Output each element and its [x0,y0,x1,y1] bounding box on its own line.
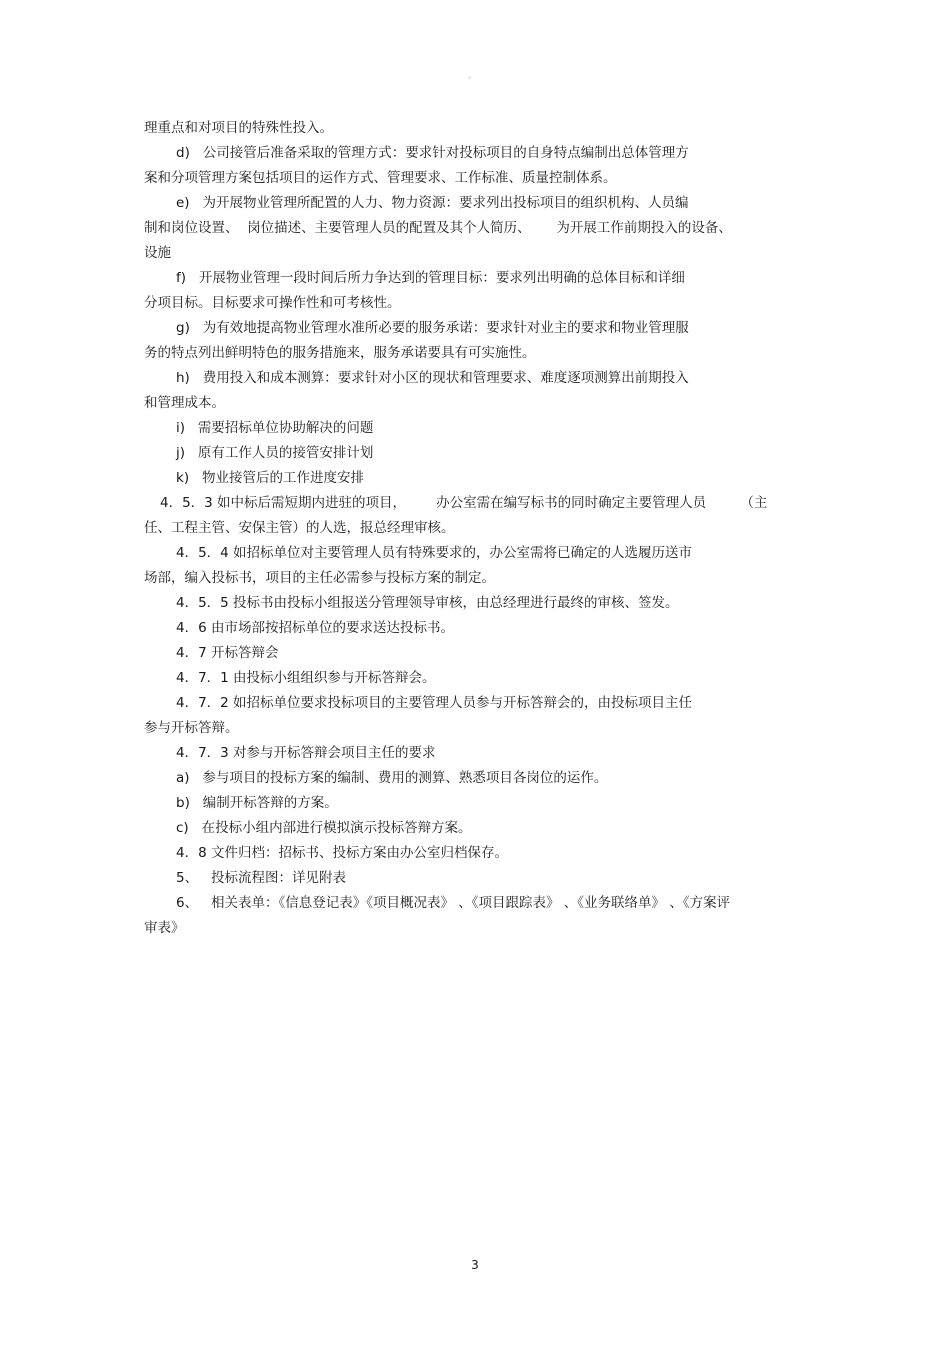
text-line: 务的特点列出鲜明特色的服务措施来，服务承诺要具有可实施性。 [144,345,536,361]
list-item-j: j) 原有工作人员的接管安排计划 [176,445,374,461]
section-4-7-2: 4．7．2 如招标单位要求投标项目的主要管理人员参与开标答辩会的，由投标项目主任 [176,695,693,711]
list-item-c: c) 在投标小组内部进行模拟演示投标答辩方案。 [176,820,472,836]
list-item-d: d) 公司接管后准备采取的管理方式：要求针对投标项目的自身特点编制出总体管理方 [176,145,689,161]
text-line: 审表》 [144,920,185,936]
text-line: 理重点和对项目的特殊性投入。 [144,120,333,136]
list-item-k: k) 物业接管后的工作进度安排 [176,470,364,486]
text-line: 参与开标答辩。 [144,720,239,736]
body-text [144,116,810,941]
header-mark: 。 [468,71,476,80]
text-line: 设施 [144,245,171,261]
page-number: 3 [471,1258,479,1272]
text-line: 任、工程主管、安保主管）的人选，报总经理审核。 [144,520,455,536]
text-line: 和管理成本。 [144,395,225,411]
section-4-7-3: 4．7．3 对参与开标答辩会项目主任的要求 [176,745,436,761]
text-line: 分项目标。目标要求可操作性和可考核性。 [144,295,401,311]
section-5: 5、 投标流程图：详见附表 [176,870,346,886]
section-4-5-5: 4．5．5 投标书由投标小组报送分管理领导审核，由总经理进行最终的审核、签发。 [176,595,679,611]
text-line: 制和岗位设置、 岗位描述、主要管理人员的配置及其个人简历、 为开展工作前期投入的设备、 [144,220,732,236]
section-4-7-1: 4．7．1 由投标小组组织参与开标答辩会。 [176,670,436,686]
section-4-6: 4．6 由市场部按招标单位的要求送达投标书。 [176,620,454,636]
list-item-g: g) 为有效地提高物业管理水准所必要的服务承诺：要求针对业主的要求和物业管理服 [176,320,689,336]
list-item-a: a) 参与项目的投标方案的编制、费用的测算、熟悉项目各岗位的运作。 [176,770,608,786]
list-item-f: f) 开展物业管理一段时间后所力争达到的管理目标：要求列出明确的总体目标和详细 [176,270,685,286]
list-item-h: h) 费用投入和成本测算：要求针对小区的现状和管理要求、难度逐项测算出前期投入 [176,370,689,386]
text-line: 案和分项管理方案包括项目的运作方式、管理要求、工作标准、质量控制体系。 [144,170,617,186]
list-item-i: i) 需要招标单位协助解决的问题 [176,420,374,436]
section-4-5-3: 4．5．3 如中标后需短期内进驻的项目， 办公室需在编写标书的同时确定主要管理人员 （主 [160,495,768,511]
section-6: 6、 相关表单：《信息登记表》《项目概况表》 、《项目跟踪表》 、《业务联络单》 、《方案评 [176,895,731,911]
section-4-7: 4．7 开标答辩会 [176,645,279,661]
section-4-5-4: 4．5．4 如招标单位对主要管理人员有特殊要求的，办公室需将已确定的人选履历送市 [176,545,693,561]
section-4-8: 4．8 文件归档：招标书、投标方案由办公室归档保存。 [176,845,508,861]
list-item-b: b) 编制开标答辩的方案。 [176,795,338,811]
text-line: 场部，编入投标书，项目的主任必需参与投标方案的制定。 [144,570,495,586]
list-item-e: e) 为开展物业管理所配置的人力、物力资源：要求列出投标项目的组织机构、人员编 [176,195,689,211]
